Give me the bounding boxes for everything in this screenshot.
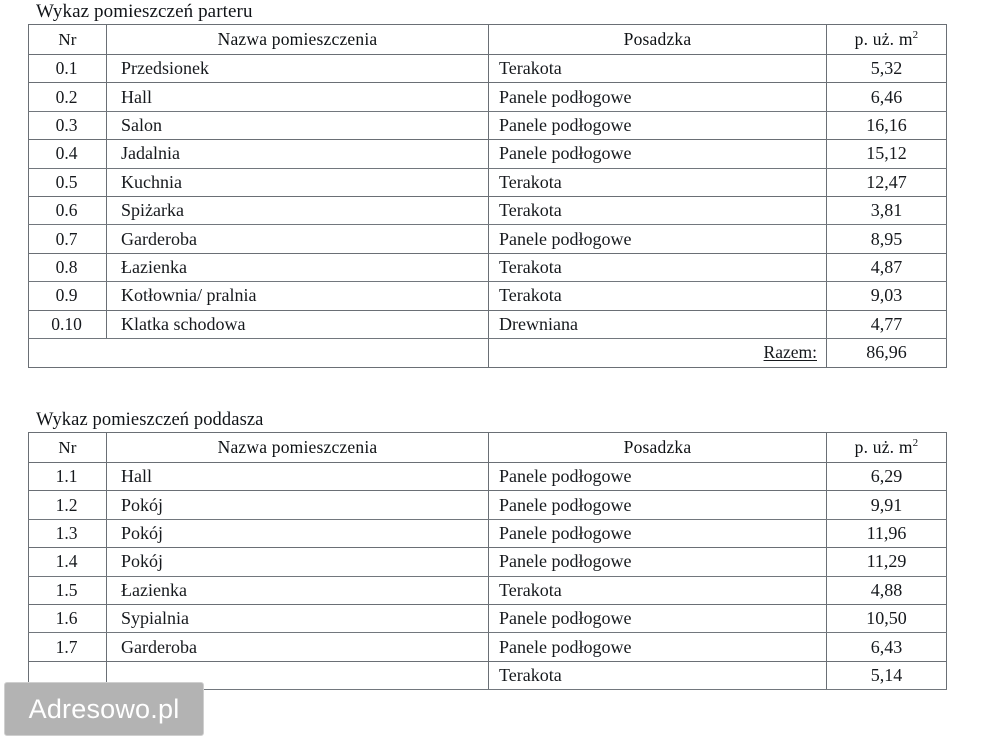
room-area-cell: 8,95 — [827, 225, 947, 253]
table-row — [29, 225, 947, 253]
room-area-cell: 9,03 — [827, 282, 947, 310]
room-area-cell: 4,87 — [827, 253, 947, 281]
floor-material-cell: Panele podłogowe — [489, 519, 827, 547]
floor-material-cell: Panele podłogowe — [489, 140, 827, 168]
column-header-area — [827, 25, 947, 55]
room-name-cell: Spiżarka — [107, 196, 489, 224]
column-header-area-label: p. uż. m — [854, 437, 913, 457]
floor-material-cell: Terakota — [489, 55, 827, 83]
room-number-cell: 0.1 — [29, 55, 107, 83]
floor-material-cell: Panele podłogowe — [489, 604, 827, 632]
floor-material-cell: Panele podłogowe — [489, 225, 827, 253]
table-row — [29, 83, 947, 111]
total-label-text: Razem: — [763, 342, 817, 363]
room-area-cell: 15,12 — [827, 140, 947, 168]
room-area-cell: 10,50 — [827, 604, 947, 632]
floor-material-cell: Panele podłogowe — [489, 83, 827, 111]
room-name-cell: Przedsionek — [107, 55, 489, 83]
section-ground-floor — [0, 0, 995, 368]
room-number-cell: 1.4 — [29, 548, 107, 576]
room-area-cell: 3,81 — [827, 196, 947, 224]
floor-material-cell: Terakota — [489, 576, 827, 604]
table-row — [29, 604, 947, 632]
table-row — [29, 196, 947, 224]
table-row — [29, 140, 947, 168]
room-number-cell: 0.4 — [29, 140, 107, 168]
room-number-cell: 0.9 — [29, 282, 107, 310]
attic-table-body — [29, 463, 947, 690]
floor-material-cell: Terakota — [489, 282, 827, 310]
room-name-cell: Sypialnia — [107, 604, 489, 632]
room-area-cell: 6,46 — [827, 83, 947, 111]
room-area-cell: 6,29 — [827, 463, 947, 491]
floor-material-cell: Panele podłogowe — [489, 491, 827, 519]
room-number-cell: 1.7 — [29, 633, 107, 661]
room-area-cell: 6,43 — [827, 633, 947, 661]
room-number-cell: 1.5 — [29, 576, 107, 604]
room-area-cell: 5,32 — [827, 55, 947, 83]
room-number-cell: 1.2 — [29, 491, 107, 519]
room-number-cell: 1.1 — [29, 463, 107, 491]
room-name-cell: Jadalnia — [107, 140, 489, 168]
room-area-cell: 4,77 — [827, 310, 947, 338]
table-row — [29, 519, 947, 547]
watermark-label: Adresowo.pl — [28, 693, 180, 724]
room-number-cell: 1.6 — [29, 604, 107, 632]
total-value-cell: 86,96 — [827, 338, 947, 367]
room-name-cell: Hall — [107, 83, 489, 111]
attic-table-head — [29, 433, 947, 463]
room-name-cell: Kotłownia/ pralnia — [107, 282, 489, 310]
floor-material-cell: Terakota — [489, 168, 827, 196]
floor-material-cell: Terakota — [489, 253, 827, 281]
total-label-cell — [489, 338, 827, 367]
room-number-cell: 0.3 — [29, 111, 107, 139]
room-number-cell: 0.7 — [29, 225, 107, 253]
table-row — [29, 282, 947, 310]
column-header-floor: Posadzka — [489, 25, 827, 55]
floor-material-cell: Panele podłogowe — [489, 548, 827, 576]
ground-floor-title: Wykaz pomieszczeń parteru — [36, 1, 253, 22]
room-name-cell: Pokój — [107, 519, 489, 547]
table-header-row — [29, 25, 947, 55]
room-number-cell: 0.5 — [29, 168, 107, 196]
floor-material-cell: Panele podłogowe — [489, 633, 827, 661]
room-name-cell: Garderoba — [107, 225, 489, 253]
room-name-cell: Łazienka — [107, 253, 489, 281]
table-row — [29, 55, 947, 83]
room-area-cell: 11,96 — [827, 519, 947, 547]
table-row — [29, 310, 947, 338]
floor-material-cell: Terakota — [489, 661, 827, 689]
column-header-area-label: p. uż. m — [854, 29, 913, 49]
room-area-cell: 4,88 — [827, 576, 947, 604]
room-name-cell: Klatka schodowa — [107, 310, 489, 338]
room-area-cell: 5,14 — [827, 661, 947, 689]
room-area-cell: 9,91 — [827, 491, 947, 519]
room-name-cell: Garderoba — [107, 633, 489, 661]
room-name-cell: Pokój — [107, 548, 489, 576]
room-number-cell: 0.2 — [29, 83, 107, 111]
column-header-area — [827, 433, 947, 463]
room-area-cell: 12,47 — [827, 168, 947, 196]
table-header-row — [29, 433, 947, 463]
room-name-cell: Salon — [107, 111, 489, 139]
table-row — [29, 548, 947, 576]
column-header-area-exponent: 2 — [912, 437, 919, 450]
room-area-cell: 11,29 — [827, 548, 947, 576]
table-row — [29, 576, 947, 604]
column-header-name: Nazwa pomieszczenia — [107, 433, 489, 463]
section-attic — [0, 408, 995, 690]
floor-material-cell: Panele podłogowe — [489, 463, 827, 491]
room-name-cell: Kuchnia — [107, 168, 489, 196]
floor-material-cell: Drewniana — [489, 310, 827, 338]
table-row — [29, 633, 947, 661]
column-header-floor: Posadzka — [489, 433, 827, 463]
table-row — [29, 168, 947, 196]
total-row — [29, 338, 947, 367]
room-name-cell: Łazienka — [107, 576, 489, 604]
table-row — [29, 463, 947, 491]
room-number-cell: 0.10 — [29, 310, 107, 338]
ground-floor-room-table — [28, 24, 947, 368]
column-header-nr: Nr — [29, 433, 107, 463]
room-number-cell: 0.8 — [29, 253, 107, 281]
column-header-nr: Nr — [29, 25, 107, 55]
room-area-cell: 16,16 — [827, 111, 947, 139]
table-row — [29, 111, 947, 139]
room-name-cell: Pokój — [107, 491, 489, 519]
table-row — [29, 253, 947, 281]
room-name-cell: Hall — [107, 463, 489, 491]
floor-material-cell: Panele podłogowe — [489, 111, 827, 139]
total-row-blank-cell — [29, 338, 489, 367]
watermark-badge — [4, 682, 204, 736]
room-number-cell: 1.3 — [29, 519, 107, 547]
room-number-cell: 0.6 — [29, 196, 107, 224]
table-row — [29, 491, 947, 519]
column-header-area-exponent: 2 — [912, 29, 919, 42]
column-header-name: Nazwa pomieszczenia — [107, 25, 489, 55]
ground-floor-table-head — [29, 25, 947, 55]
floor-material-cell: Terakota — [489, 196, 827, 224]
ground-floor-table-body — [29, 55, 947, 368]
attic-room-table — [28, 432, 947, 690]
attic-title: Wykaz pomieszczeń poddasza — [36, 410, 264, 430]
